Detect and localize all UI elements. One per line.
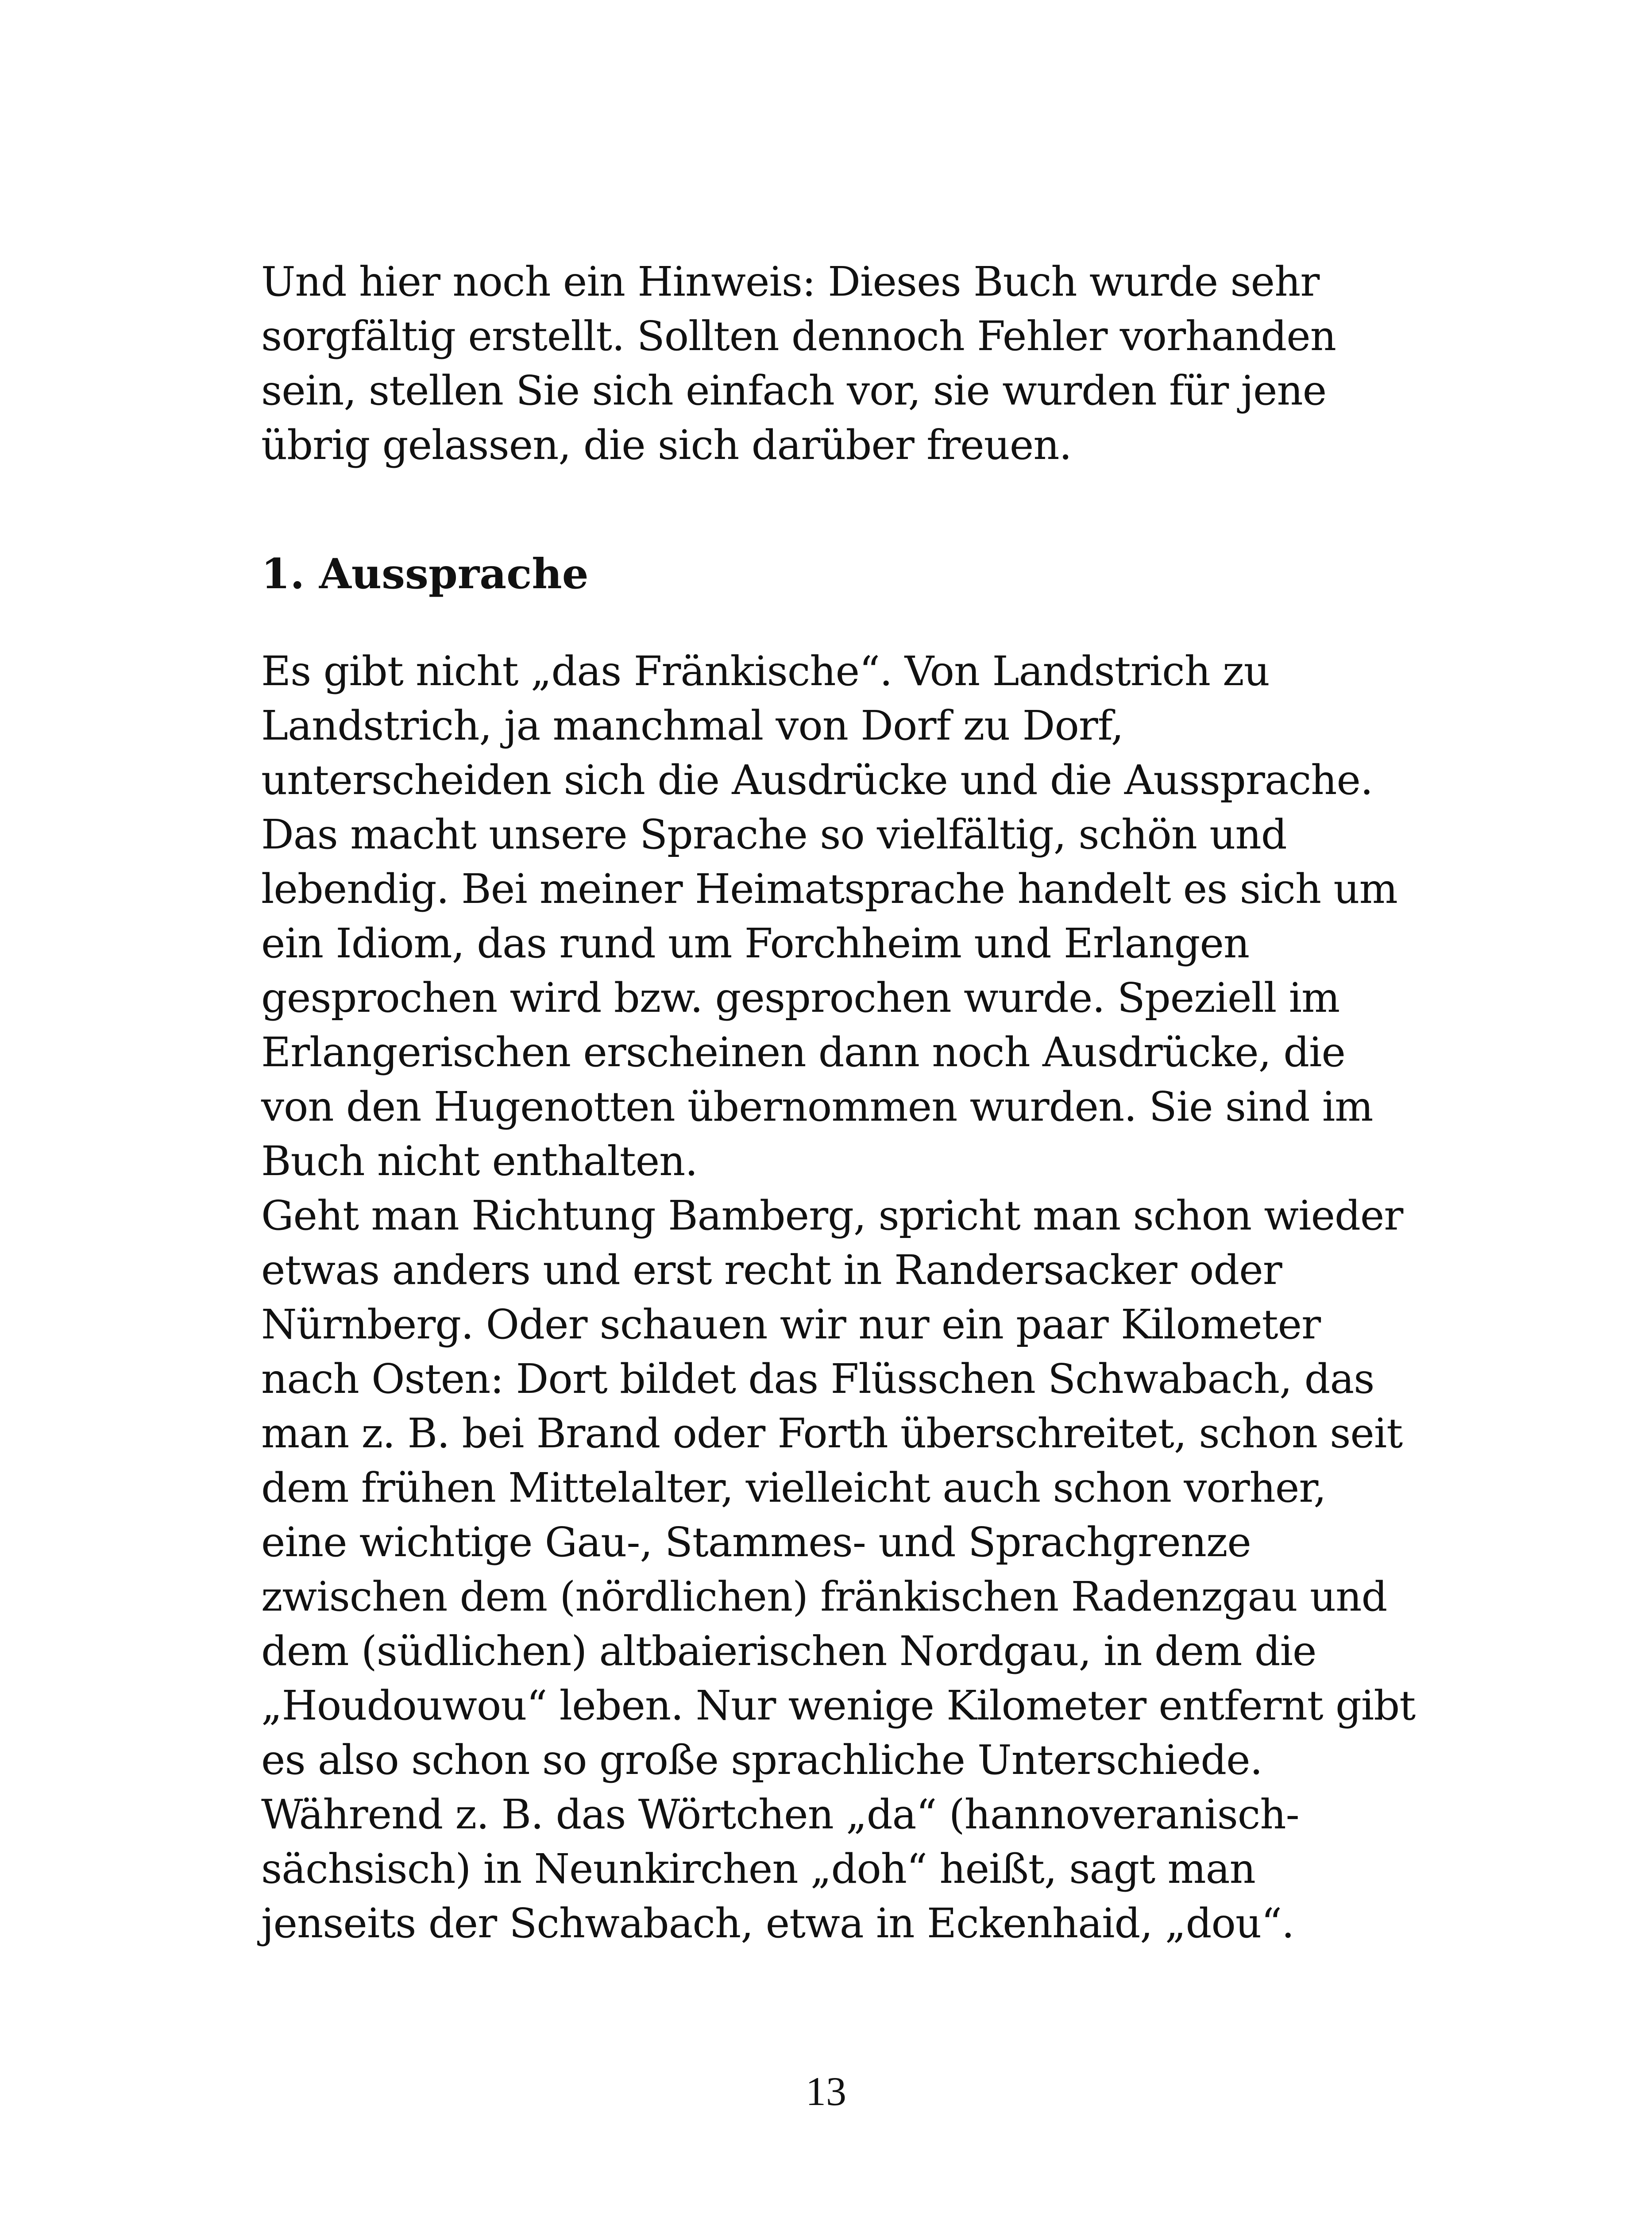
text-line: sein, stellen Sie sich einfach vor, sie wurden für jene xyxy=(261,367,1327,414)
section-body xyxy=(261,644,1439,1951)
text-line: unterscheiden sich die Ausdrücke und die Aussprache. xyxy=(261,756,1373,804)
text-line: jenseits der Schwabach, etwa in Eckenhaid, „dou“. xyxy=(261,1900,1294,1947)
text-line: es also schon so große sprachliche Unterschiede. xyxy=(261,1736,1262,1784)
text-line: sorgfältig erstellt. Sollten dennoch Fehler vorhanden xyxy=(261,312,1336,360)
text-line: gesprochen wird bzw. gesprochen wurde. Speziell im xyxy=(261,974,1340,1022)
text-line: dem (südlichen) altbaierischen Nordgau, in dem die xyxy=(261,1627,1316,1675)
text-line: nach Osten: Dort bildet das Flüsschen Schwabach, das xyxy=(261,1355,1374,1403)
text-line: Landstrich, ja manchmal von Dorf zu Dorf, xyxy=(261,702,1123,749)
text-line: etwas anders und erst recht in Randersacker oder xyxy=(261,1246,1282,1294)
text-line: von den Hugenotten übernommen wurden. Sie sind im xyxy=(261,1083,1373,1130)
text-line: übrig gelassen, die sich darüber freuen. xyxy=(261,421,1072,469)
text-line: sächsisch) in Neunkirchen „doh“ heißt, sagt man xyxy=(261,1845,1255,1893)
section-heading: 1. Aussprache xyxy=(261,550,589,598)
text-line: Und hier noch ein Hinweis: Dieses Buch wurde sehr xyxy=(261,258,1320,305)
page-number: 13 xyxy=(806,2069,846,2114)
text-line: ein Idiom, das rund um Forchheim und Erlangen xyxy=(261,920,1250,967)
text-line: Nürnberg. Oder schauen wir nur ein paar Kilometer xyxy=(261,1301,1321,1348)
text-line: „Houdouwou“ leben. Nur wenige Kilometer entfernt gibt xyxy=(261,1682,1416,1729)
text-line: Das macht unsere Sprache so vielfältig, schön und xyxy=(261,811,1287,858)
text-line: Geht man Richtung Bamberg, spricht man schon wieder xyxy=(261,1192,1403,1239)
text-line: dem frühen Mittelalter, vielleicht auch schon vorher, xyxy=(261,1464,1326,1511)
text-line: Während z. B. das Wörtchen „da“ (hannoveranisch- xyxy=(261,1791,1299,1838)
text-line: Erlangerischen erscheinen dann noch Ausdrücke, die xyxy=(261,1029,1345,1076)
intro-paragraph xyxy=(261,254,1439,472)
text-line: man z. B. bei Brand oder Forth überschreitet, schon seit xyxy=(261,1410,1403,1457)
text-line: Buch nicht enthalten. xyxy=(261,1137,698,1185)
text-line: Es gibt nicht „das Fränkische“. Von Landstrich zu xyxy=(261,648,1270,695)
text-line: lebendig. Bei meiner Heimatsprache handelt es sich um xyxy=(261,865,1397,913)
text-line: eine wichtige Gau-, Stammes- und Sprachgrenze xyxy=(261,1519,1251,1566)
text-line: zwischen dem (nördlichen) fränkischen Radenzgau und xyxy=(261,1573,1387,1620)
